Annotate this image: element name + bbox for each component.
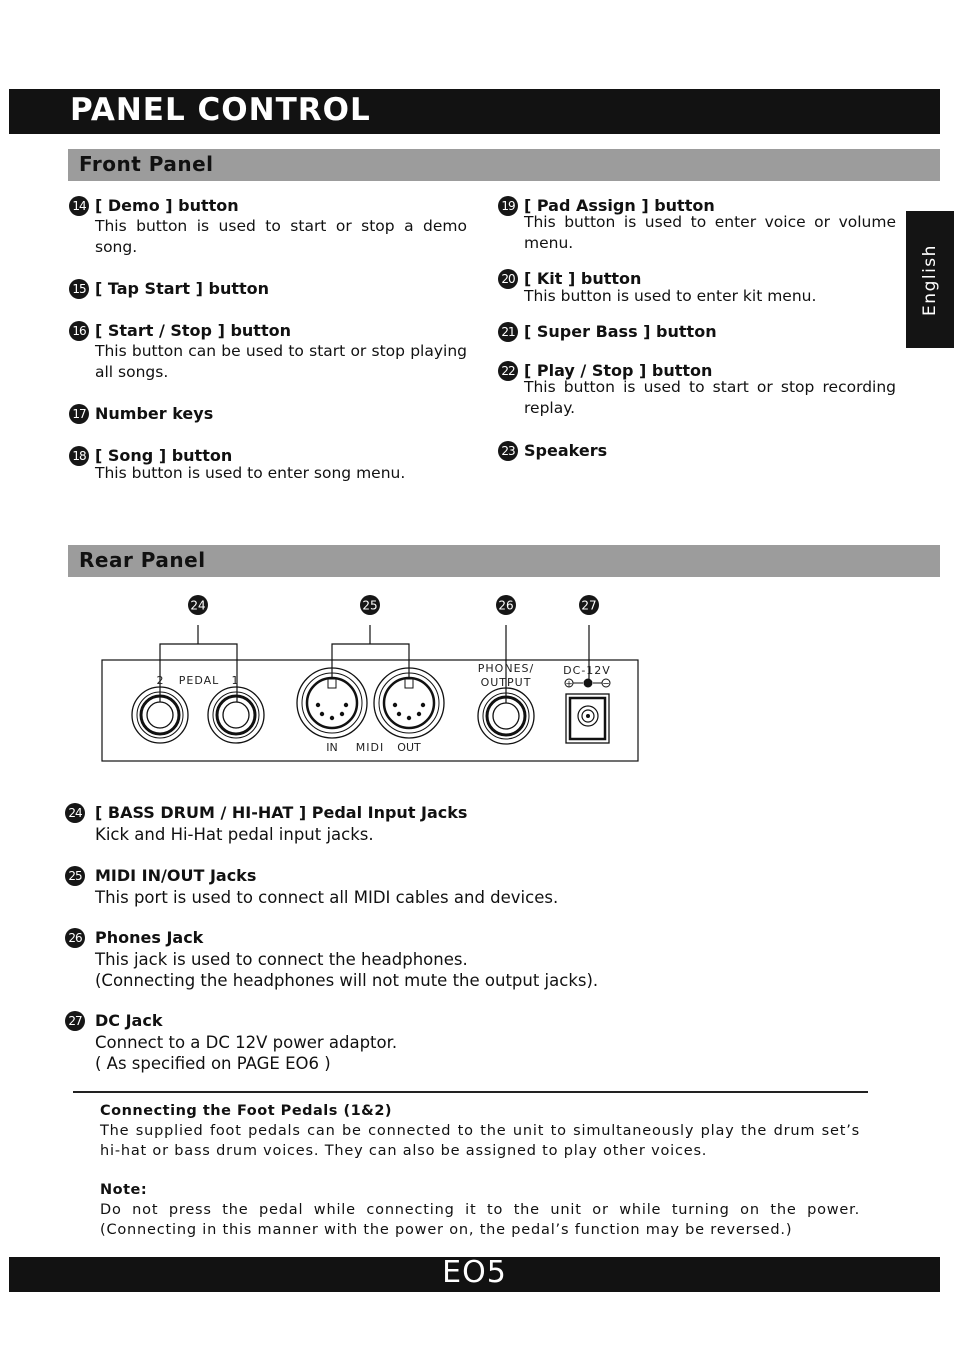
item-title: [ Song ] button <box>95 446 233 465</box>
item-description: This button is used to enter voice or volume menu. <box>524 213 896 252</box>
item-title: Speakers <box>524 441 608 460</box>
callout-25-label: 25 <box>362 598 378 613</box>
desc-line: Kick and Hi-Hat pedal input jacks. <box>95 825 374 844</box>
item-description <box>95 1032 397 1074</box>
callout-badge: 21 <box>498 322 518 342</box>
item-title: [ Play / Stop ] button <box>524 361 713 380</box>
item-description: This button is used to enter song menu. <box>95 464 406 482</box>
item-description <box>95 887 558 908</box>
item-description <box>95 824 374 845</box>
callout-badge: 26 <box>65 928 85 948</box>
midi-label: MIDI <box>355 741 385 754</box>
phones-jack <box>478 688 534 744</box>
page-number: EO5 <box>442 1255 507 1290</box>
callout-badge: 17 <box>69 404 89 424</box>
midi-in-jack <box>297 668 367 738</box>
rear-panel-diagram <box>0 585 954 770</box>
item-title: [ Super Bass ] button <box>524 322 717 341</box>
language-tab-label: English <box>920 243 940 316</box>
callout-27 <box>579 595 599 615</box>
pedal-jack-2 <box>132 687 188 743</box>
polarity-symbol <box>565 679 610 690</box>
midi-out-jack <box>374 668 444 738</box>
rear-panel-heading: Rear Panel <box>79 548 206 572</box>
foot-pedals-heading: Connecting the Foot Pedals (1&2) <box>100 1103 393 1119</box>
front-panel-heading: Front Panel <box>79 152 214 176</box>
page-title: PANEL CONTROL <box>70 92 371 128</box>
desc-line: This jack is used to connect the headphones. <box>95 950 468 969</box>
note-text: Do not press the pedal while connecting it to the unit or while turning on the power. (Connecting in this manner with the power on, the pedal’s function may be reversed.) <box>100 1202 860 1238</box>
pedal-label: PEDAL <box>178 674 220 687</box>
caution-note <box>100 1180 860 1240</box>
item-description: This button is used to enter kit menu. <box>524 287 817 305</box>
callout-badge: 14 <box>69 196 89 216</box>
svg-text:+: + <box>565 679 573 690</box>
item-title: Number keys <box>95 404 214 423</box>
desc-line: (Connecting the headphones will not mute the output jacks). <box>95 971 599 990</box>
callout-badge: 24 <box>65 803 85 823</box>
dc-jack <box>566 694 609 743</box>
callout-badge: 22 <box>498 361 518 381</box>
callout-badge: 20 <box>498 269 518 289</box>
callout-badge: 15 <box>69 279 89 299</box>
item-description <box>95 949 598 991</box>
callout-24-label: 24 <box>190 598 206 613</box>
callout-26-label: 26 <box>498 598 514 613</box>
item-title: [ Demo ] button <box>95 196 239 215</box>
svg-text:−: − <box>602 679 610 690</box>
item-title: Phones Jack <box>95 928 204 947</box>
callout-badge: 23 <box>498 441 518 461</box>
callout-badge: 25 <box>65 866 85 886</box>
pedal-jack-1 <box>208 687 264 743</box>
callout-27-label: 27 <box>581 598 597 613</box>
dc-label: DC-12V <box>563 664 611 677</box>
callout-26 <box>496 595 516 615</box>
language-tab <box>906 211 954 348</box>
desc-line: This port is used to connect all MIDI cables and devices. <box>95 888 559 907</box>
callout-24 <box>188 595 208 615</box>
item-title: MIDI IN/OUT Jacks <box>95 866 257 885</box>
callout-badge: 19 <box>498 196 518 216</box>
item-title: DC Jack <box>95 1011 163 1030</box>
item-description: This button is used to start or stop recording replay. <box>524 378 896 417</box>
midi-in-label: IN <box>326 741 338 754</box>
pedal-2-label: 2 <box>156 674 164 687</box>
foot-pedals-note <box>100 1101 860 1161</box>
callout-badge: 16 <box>69 321 89 341</box>
foot-pedals-text: The supplied foot pedals can be connected to the unit to simultaneously play the drum set’s hi-hat or bass drum voices. They can also be assigned to play other voices. <box>100 1123 860 1159</box>
pedal-1-label: 1 <box>231 674 239 687</box>
rear-panel-heading-bar <box>68 545 940 577</box>
front-panel-heading-bar <box>68 149 940 181</box>
item-title: [ BASS DRUM / HI-HAT ] Pedal Input Jacks <box>95 803 468 822</box>
note-heading: Note: <box>100 1182 148 1198</box>
desc-line: ( As specified on PAGE EO6 ) <box>95 1054 331 1073</box>
item-title: [ Kit ] button <box>524 269 642 288</box>
item-description: This button can be used to start or stop playing all songs. <box>95 342 467 381</box>
callout-25 <box>360 595 380 615</box>
item-title: [ Tap Start ] button <box>95 279 270 298</box>
item-description: This button is used to start or stop a demo song. <box>95 217 467 256</box>
note-divider <box>73 1091 868 1093</box>
title-bar <box>9 89 940 134</box>
footer-bar <box>9 1257 940 1292</box>
phones-label-1: PHONES/ <box>477 662 535 675</box>
phones-label-2: OUTPUT <box>480 676 532 689</box>
callout-badge: 27 <box>65 1011 85 1031</box>
item-title: [ Start / Stop ] button <box>95 321 291 340</box>
callout-badge: 18 <box>69 446 89 466</box>
desc-line: Connect to a DC 12V power adaptor. <box>95 1033 398 1052</box>
midi-out-label: OUT <box>397 741 421 754</box>
item-title: [ Pad Assign ] button <box>524 196 715 215</box>
